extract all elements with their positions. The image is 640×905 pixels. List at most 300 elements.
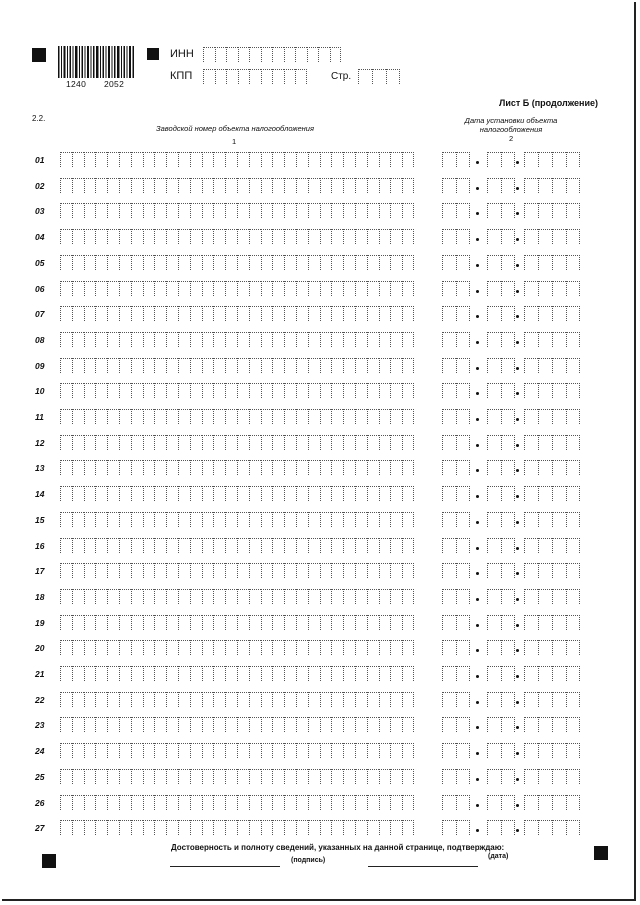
char-cell <box>367 563 379 578</box>
row-number: 25 <box>35 771 45 782</box>
char-cell <box>320 306 332 321</box>
date-segment-field[interactable] <box>442 589 470 604</box>
date-segment-field[interactable] <box>442 435 470 450</box>
char-cell <box>60 615 72 630</box>
char-cell <box>261 692 273 707</box>
char-cell <box>249 692 261 707</box>
date-segment-field[interactable] <box>487 486 515 501</box>
serial-number-field[interactable] <box>60 255 414 270</box>
date-segment-field[interactable] <box>487 152 515 167</box>
serial-number-field[interactable] <box>60 435 414 450</box>
char-cell <box>566 692 580 707</box>
char-cell <box>284 769 296 784</box>
date-separator-dot <box>476 187 479 190</box>
char-cell <box>119 409 131 424</box>
date-segment-field[interactable] <box>487 435 515 450</box>
date-segment-field[interactable] <box>524 306 580 321</box>
char-cell <box>225 383 237 398</box>
serial-number-field[interactable] <box>60 281 414 296</box>
char-cell <box>538 383 552 398</box>
char-cell <box>284 615 296 630</box>
row-number: 17 <box>35 566 45 577</box>
date-segment-field[interactable] <box>487 743 515 758</box>
serial-number-field[interactable] <box>60 615 414 630</box>
serial-number-field[interactable] <box>60 152 414 167</box>
char-cell <box>72 769 84 784</box>
char-cell <box>107 743 119 758</box>
date-separator-dot <box>516 341 519 344</box>
char-cell <box>566 512 580 527</box>
date-segment-field[interactable] <box>524 640 580 655</box>
row-number: 04 <box>35 232 45 243</box>
date-segment-field[interactable] <box>524 281 580 296</box>
char-cell <box>501 332 515 347</box>
char-cell <box>119 743 131 758</box>
date-segment-field[interactable] <box>524 383 580 398</box>
char-cell <box>72 435 84 450</box>
char-cell <box>320 281 332 296</box>
char-cell <box>456 460 470 475</box>
date-separator-dot <box>516 521 519 524</box>
char-cell <box>272 47 284 62</box>
date-segment-field[interactable] <box>524 229 580 244</box>
char-cell <box>390 435 402 450</box>
char-cell <box>379 306 391 321</box>
char-cell <box>552 666 566 681</box>
char-cell <box>379 203 391 218</box>
char-cell <box>154 717 166 732</box>
row-number: 08 <box>35 334 45 345</box>
char-cell <box>524 743 538 758</box>
page-number-field[interactable] <box>358 69 400 84</box>
char-cell <box>487 795 501 810</box>
char-cell <box>213 563 225 578</box>
date-segment-field[interactable] <box>524 769 580 784</box>
serial-number-field[interactable] <box>60 178 414 193</box>
date-segment-field[interactable] <box>442 512 470 527</box>
char-cell <box>261 563 273 578</box>
char-cell <box>202 666 214 681</box>
char-cell <box>343 717 355 732</box>
char-cell <box>343 178 355 193</box>
char-cell <box>456 332 470 347</box>
date-segment-field[interactable] <box>487 640 515 655</box>
char-cell <box>202 512 214 527</box>
char-cell <box>501 589 515 604</box>
date-separator-dot <box>476 161 479 164</box>
char-cell <box>119 358 131 373</box>
char-cell <box>355 203 367 218</box>
serial-number-field[interactable] <box>60 692 414 707</box>
char-cell <box>178 769 190 784</box>
char-cell <box>178 435 190 450</box>
char-cell <box>367 332 379 347</box>
char-cell <box>296 512 308 527</box>
date-segment-field[interactable] <box>524 358 580 373</box>
char-cell <box>456 255 470 270</box>
date-segment-field[interactable] <box>487 820 515 835</box>
char-cell <box>538 306 552 321</box>
char-cell <box>143 820 155 835</box>
date-segment-field[interactable] <box>442 409 470 424</box>
char-cell <box>487 692 501 707</box>
char-cell <box>320 460 332 475</box>
date-segment-field[interactable] <box>442 743 470 758</box>
char-cell <box>215 69 227 84</box>
char-cell <box>501 795 515 810</box>
char-cell <box>190 769 202 784</box>
char-cell <box>190 409 202 424</box>
serial-number-field[interactable] <box>60 538 414 553</box>
char-cell <box>60 383 72 398</box>
date-segment-field[interactable] <box>524 203 580 218</box>
char-cell <box>552 640 566 655</box>
char-cell <box>203 69 215 84</box>
date-segment-field[interactable] <box>524 152 580 167</box>
char-cell <box>107 203 119 218</box>
date-segment-field[interactable] <box>487 229 515 244</box>
char-cell <box>390 717 402 732</box>
char-cell <box>379 383 391 398</box>
serial-number-field[interactable] <box>60 229 414 244</box>
date-segment-field[interactable] <box>487 281 515 296</box>
char-cell <box>202 383 214 398</box>
char-cell <box>107 435 119 450</box>
char-cell <box>501 152 515 167</box>
char-cell <box>95 512 107 527</box>
date-segment-field[interactable] <box>442 229 470 244</box>
date-segment-field[interactable] <box>524 332 580 347</box>
char-cell <box>261 152 273 167</box>
char-cell <box>119 717 131 732</box>
char-cell <box>190 589 202 604</box>
char-cell <box>552 717 566 732</box>
char-cell <box>213 383 225 398</box>
char-cell <box>143 717 155 732</box>
char-cell <box>343 383 355 398</box>
date-segment-field[interactable] <box>442 178 470 193</box>
char-cell <box>487 460 501 475</box>
char-cell <box>178 229 190 244</box>
char-cell <box>566 666 580 681</box>
char-cell <box>143 563 155 578</box>
date-segment-field[interactable] <box>524 717 580 732</box>
char-cell <box>249 255 261 270</box>
date-segment-field[interactable] <box>442 383 470 398</box>
char-cell <box>249 615 261 630</box>
serial-number-field[interactable] <box>60 820 414 835</box>
date-segment-field[interactable] <box>524 589 580 604</box>
char-cell <box>166 383 178 398</box>
date-segment-field[interactable] <box>442 666 470 681</box>
char-cell <box>552 203 566 218</box>
date-segment-field[interactable] <box>487 692 515 707</box>
char-cell <box>202 152 214 167</box>
date-segment-field[interactable] <box>442 486 470 501</box>
serial-number-field[interactable] <box>60 666 414 681</box>
date-segment-field[interactable] <box>442 538 470 553</box>
char-cell <box>178 615 190 630</box>
char-cell <box>95 538 107 553</box>
date-segment-field[interactable] <box>487 717 515 732</box>
char-cell <box>296 358 308 373</box>
date-segment-field[interactable] <box>524 460 580 475</box>
char-cell <box>237 409 249 424</box>
char-cell <box>442 229 456 244</box>
char-cell <box>261 47 273 62</box>
char-cell <box>320 692 332 707</box>
char-cell <box>402 717 414 732</box>
char-cell <box>343 563 355 578</box>
char-cell <box>331 795 343 810</box>
date-segment-field[interactable] <box>524 795 580 810</box>
char-cell <box>566 460 580 475</box>
serial-number-field[interactable] <box>60 409 414 424</box>
date-segment-field[interactable] <box>442 795 470 810</box>
char-cell <box>296 229 308 244</box>
char-cell <box>60 563 72 578</box>
char-cell <box>501 512 515 527</box>
char-cell <box>202 409 214 424</box>
char-cell <box>355 538 367 553</box>
char-cell <box>284 281 296 296</box>
page-label: Стр. <box>331 71 352 82</box>
serial-number-field[interactable] <box>60 795 414 810</box>
char-cell <box>442 538 456 553</box>
char-cell <box>487 383 501 398</box>
date-segment-field[interactable] <box>487 409 515 424</box>
char-cell <box>261 409 273 424</box>
date-segment-field[interactable] <box>524 178 580 193</box>
char-cell <box>487 743 501 758</box>
date-segment-field[interactable] <box>487 589 515 604</box>
date-segment-field[interactable] <box>524 435 580 450</box>
char-cell <box>318 47 330 62</box>
char-cell <box>143 769 155 784</box>
char-cell <box>131 640 143 655</box>
date-segment-field[interactable] <box>487 383 515 398</box>
char-cell <box>202 332 214 347</box>
char-cell <box>296 820 308 835</box>
inn-field[interactable] <box>203 47 341 62</box>
char-cell <box>566 178 580 193</box>
date-segment-field[interactable] <box>442 203 470 218</box>
kpp-field[interactable] <box>203 69 307 84</box>
char-cell <box>143 589 155 604</box>
date-segment-field[interactable] <box>442 820 470 835</box>
char-cell <box>538 486 552 501</box>
char-cell <box>143 615 155 630</box>
serial-number-field[interactable] <box>60 203 414 218</box>
date-segment-field[interactable] <box>524 512 580 527</box>
date-segment-field[interactable] <box>524 563 580 578</box>
date-segment-field[interactable] <box>524 409 580 424</box>
char-cell <box>72 152 84 167</box>
char-cell <box>552 795 566 810</box>
date-segment-field[interactable] <box>487 769 515 784</box>
char-cell <box>95 692 107 707</box>
date-segment-field[interactable] <box>442 281 470 296</box>
date-segment-field[interactable] <box>524 255 580 270</box>
date-segment-field[interactable] <box>487 512 515 527</box>
date-segment-field[interactable] <box>487 255 515 270</box>
serial-number-field[interactable] <box>60 743 414 758</box>
char-cell <box>331 229 343 244</box>
char-cell <box>154 435 166 450</box>
char-cell <box>261 717 273 732</box>
date-segment-field[interactable] <box>442 692 470 707</box>
char-cell <box>355 178 367 193</box>
char-cell <box>390 795 402 810</box>
date-segment-field[interactable] <box>524 615 580 630</box>
char-cell <box>501 460 515 475</box>
serial-number-field[interactable] <box>60 717 414 732</box>
date-segment-field[interactable] <box>442 332 470 347</box>
date-segment-field[interactable] <box>442 563 470 578</box>
char-cell <box>60 229 72 244</box>
char-cell <box>154 460 166 475</box>
date-segment-field[interactable] <box>487 563 515 578</box>
date-segment-field[interactable] <box>487 178 515 193</box>
date-segment-field[interactable] <box>442 615 470 630</box>
serial-number-field[interactable] <box>60 769 414 784</box>
char-cell <box>284 255 296 270</box>
char-cell <box>379 692 391 707</box>
char-cell <box>154 589 166 604</box>
row-number: 15 <box>35 514 45 525</box>
char-cell <box>296 383 308 398</box>
char-cell <box>72 640 84 655</box>
char-cell <box>95 332 107 347</box>
char-cell <box>296 666 308 681</box>
serial-number-field[interactable] <box>60 306 414 321</box>
date-segment-field[interactable] <box>487 666 515 681</box>
serial-number-field[interactable] <box>60 332 414 347</box>
char-cell <box>178 563 190 578</box>
char-cell <box>402 332 414 347</box>
date-segment-field[interactable] <box>487 306 515 321</box>
date-line[interactable] <box>368 866 478 867</box>
char-cell <box>261 178 273 193</box>
date-segment-field[interactable] <box>524 743 580 758</box>
date-segment-field[interactable] <box>487 615 515 630</box>
date-segment-field[interactable] <box>442 769 470 784</box>
char-cell <box>166 820 178 835</box>
char-cell <box>402 152 414 167</box>
char-cell <box>119 666 131 681</box>
char-cell <box>524 795 538 810</box>
date-segment-field[interactable] <box>524 486 580 501</box>
char-cell <box>272 512 284 527</box>
date-segment-field[interactable] <box>487 795 515 810</box>
char-cell <box>60 512 72 527</box>
date-separator-dot <box>476 444 479 447</box>
char-cell <box>84 538 96 553</box>
date-segment-field[interactable] <box>524 666 580 681</box>
date-segment-field[interactable] <box>524 692 580 707</box>
char-cell <box>225 615 237 630</box>
date-segment-field[interactable] <box>487 460 515 475</box>
serial-number-field[interactable] <box>60 589 414 604</box>
date-separator-dot <box>516 624 519 627</box>
char-cell <box>72 666 84 681</box>
char-cell <box>213 615 225 630</box>
date-segment-field[interactable] <box>524 820 580 835</box>
char-cell <box>237 512 249 527</box>
char-cell <box>84 332 96 347</box>
serial-number-field[interactable] <box>60 358 414 373</box>
char-cell <box>442 409 456 424</box>
char-cell <box>308 717 320 732</box>
date-segment-field[interactable] <box>487 332 515 347</box>
char-cell <box>143 640 155 655</box>
date-segment-field[interactable] <box>442 640 470 655</box>
date-segment-field[interactable] <box>487 538 515 553</box>
serial-number-field[interactable] <box>60 640 414 655</box>
char-cell <box>355 152 367 167</box>
char-cell <box>501 178 515 193</box>
char-cell <box>213 640 225 655</box>
date-segment-field[interactable] <box>487 203 515 218</box>
date-segment-field[interactable] <box>442 152 470 167</box>
serial-number-field[interactable] <box>60 486 414 501</box>
date-segment-field[interactable] <box>442 717 470 732</box>
char-cell <box>107 409 119 424</box>
char-cell <box>566 435 580 450</box>
char-cell <box>331 409 343 424</box>
char-cell <box>402 795 414 810</box>
char-cell <box>456 563 470 578</box>
char-cell <box>390 306 402 321</box>
char-cell <box>202 589 214 604</box>
signature-line[interactable] <box>170 866 280 867</box>
date-segment-field[interactable] <box>524 538 580 553</box>
serial-number-field[interactable] <box>60 563 414 578</box>
date-segment-field[interactable] <box>442 306 470 321</box>
char-cell <box>249 358 261 373</box>
char-cell <box>249 589 261 604</box>
char-cell <box>390 820 402 835</box>
char-cell <box>524 358 538 373</box>
char-cell <box>272 435 284 450</box>
serial-number-field[interactable] <box>60 460 414 475</box>
char-cell <box>524 229 538 244</box>
serial-number-field[interactable] <box>60 383 414 398</box>
date-label: (дата) <box>488 853 509 860</box>
char-cell <box>72 203 84 218</box>
char-cell <box>355 563 367 578</box>
char-cell <box>552 306 566 321</box>
char-cell <box>402 486 414 501</box>
serial-number-field[interactable] <box>60 512 414 527</box>
char-cell <box>237 229 249 244</box>
char-cell <box>60 178 72 193</box>
char-cell <box>442 615 456 630</box>
char-cell <box>166 589 178 604</box>
char-cell <box>296 563 308 578</box>
char-cell <box>390 281 402 296</box>
date-segment-field[interactable] <box>442 358 470 373</box>
date-segment-field[interactable] <box>442 460 470 475</box>
date-segment-field[interactable] <box>487 358 515 373</box>
char-cell <box>402 255 414 270</box>
char-cell <box>95 640 107 655</box>
char-cell <box>166 615 178 630</box>
date-segment-field[interactable] <box>442 255 470 270</box>
char-cell <box>261 820 273 835</box>
char-cell <box>442 717 456 732</box>
char-cell <box>72 460 84 475</box>
